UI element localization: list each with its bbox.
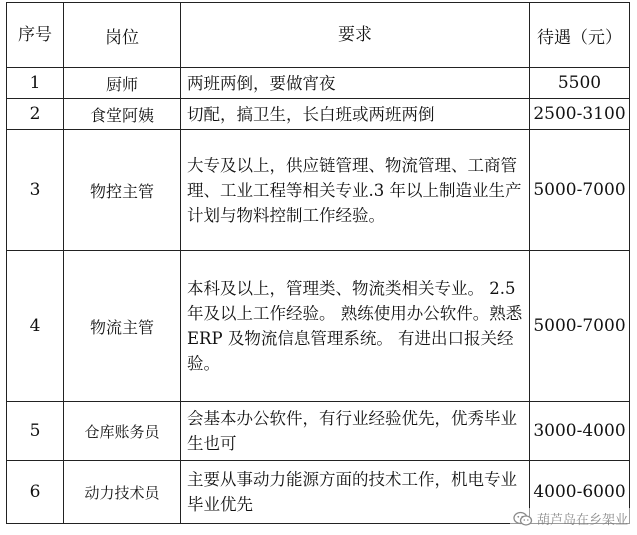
header-salary: 待遇（元） bbox=[530, 3, 630, 68]
row-position: 厨师 bbox=[64, 68, 181, 99]
row-requirement: 大专及以上，供应链管理、物流管理、工商管理、工业工程等相关专业.3 年以上制造业生产计划与物料控制工作经验。 bbox=[181, 130, 530, 251]
table-row bbox=[7, 99, 630, 130]
row-no: 4 bbox=[7, 251, 64, 402]
row-requirement: 本科及以上，管理类、物流类相关专业。 2.5 年及以上工作经验。 熟练使用办公软件。熟悉 ERP 及物流信息管理系统。 有进出口报关经验。 bbox=[181, 251, 530, 402]
watermark-text: 葫芦岛在乡架业 bbox=[536, 513, 628, 528]
row-position: 动力技术员 bbox=[64, 461, 181, 524]
row-position: 食堂阿姨 bbox=[64, 99, 181, 130]
row-salary: 4000-6000 bbox=[530, 461, 630, 524]
row-salary: 5000-7000 bbox=[530, 130, 630, 251]
row-requirement: 会基本办公软件，有行业经验优先，优秀毕业生也可 bbox=[181, 402, 530, 461]
row-requirement: 主要从事动力能源方面的技术工作，机电专业毕业优先 bbox=[181, 461, 530, 524]
header-no: 序号 bbox=[7, 3, 64, 68]
row-position: 仓库账务员 bbox=[64, 402, 181, 461]
table-row bbox=[7, 68, 630, 99]
row-salary: 3000-4000 bbox=[530, 402, 630, 461]
row-requirement: 两班两倒，要做宵夜 bbox=[181, 68, 530, 99]
row-position: 物流主管 bbox=[64, 251, 181, 402]
row-no: 6 bbox=[7, 461, 64, 524]
table-row bbox=[7, 251, 630, 402]
row-no: 3 bbox=[7, 130, 64, 251]
header-position: 岗位 bbox=[64, 3, 181, 68]
watermark bbox=[510, 508, 631, 529]
header-requirement: 要求 bbox=[181, 3, 530, 68]
table-row bbox=[7, 130, 630, 251]
row-no: 2 bbox=[7, 99, 64, 130]
job-table bbox=[6, 2, 630, 524]
row-position: 物控主管 bbox=[64, 130, 181, 251]
wechat-icon bbox=[513, 511, 533, 527]
row-requirement: 切配，搞卫生，长白班或两班两倒 bbox=[181, 99, 530, 130]
row-salary: 5000-7000 bbox=[530, 251, 630, 402]
header-row bbox=[7, 3, 630, 68]
row-no: 5 bbox=[7, 402, 64, 461]
row-salary: 5500 bbox=[530, 68, 630, 99]
row-salary: 2500-3100 bbox=[530, 99, 630, 130]
row-no: 1 bbox=[7, 68, 64, 99]
table-row bbox=[7, 402, 630, 461]
